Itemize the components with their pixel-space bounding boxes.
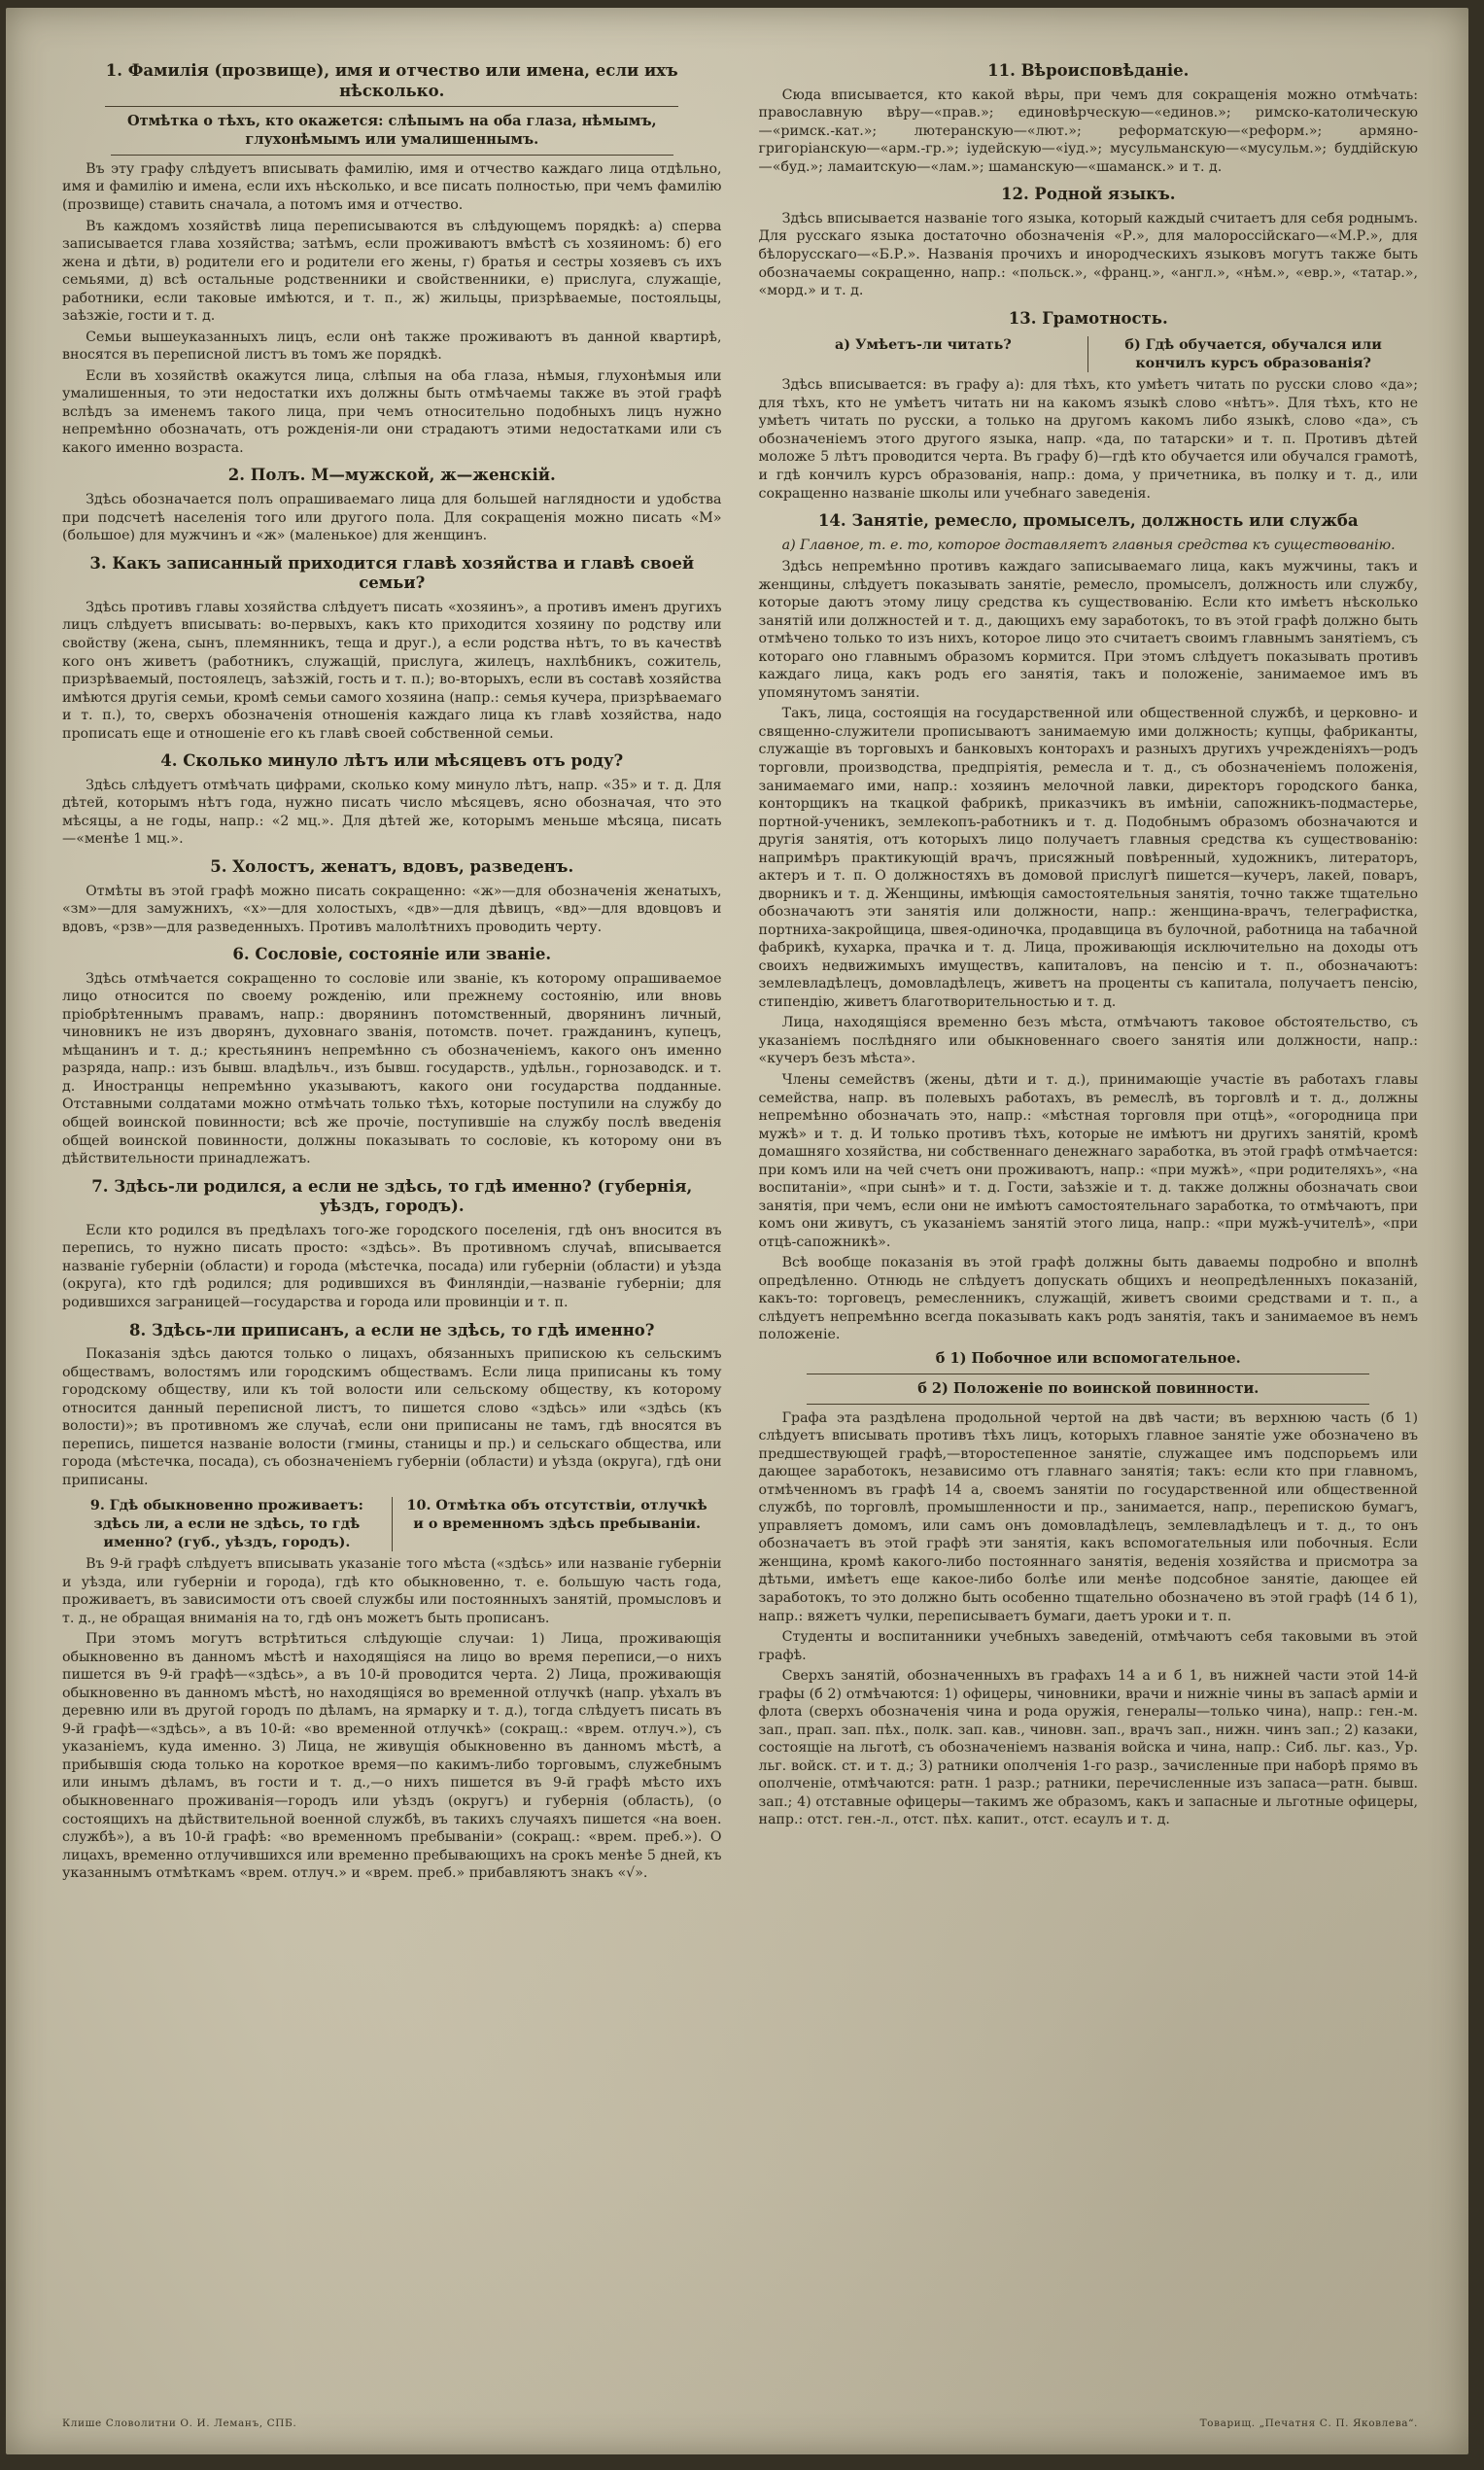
paragraph: Здѣсь вписывается названіе того языка, который каждый считаетъ для себя роднымъ. Для русскаго языка достаточно обозначенія «Р.», для малороссійскаго—«М.Р.», для бѣлорусскаго—«Б.Р.». Названія прочихъ и инородческихъ языковъ могутъ также быть обозначаемы сокращенно, напр.: «польск.», «франц.», «англ.», «нѣм.», «евр.», «татар.», «морд.» и т. д.	[758, 210, 1418, 299]
section-heading: 7. Здѣсь-ли родился, а если не здѣсь, то гдѣ именно? (губернія, уѣздъ, городъ).	[91, 1176, 693, 1216]
section-heading: 3. Какъ записанный приходится главѣ хозяйства и главѣ своей семьи?	[89, 553, 695, 593]
section-heading: 5. Холостъ, женатъ, вдовъ, разведенъ.	[210, 856, 574, 876]
paragraph: Если кто родился въ предѣлахъ того-же городского поселенія, гдѣ онъ вносится въ перепись, то нужно писать просто: «здѣсь». Въ противномъ случаѣ, вписывается названіе губерніи (области) и города (мѣстечка, посада) или губерніи (области) и уѣзда (округа), кто гдѣ родился; для родившихся въ Финляндіи,—названіе губерніи; для родившихся заграницей—государства и города или провинціи и т. п.	[62, 1222, 722, 1310]
printer-credit-left: Клише Словолитни О. И. Леманъ, СПБ.	[62, 2418, 297, 2429]
section	[62, 1497, 722, 1882]
section	[62, 751, 722, 849]
section-heading: 12. Родной языкъ.	[1000, 185, 1176, 204]
section-heading: 13. Грамотность.	[1008, 308, 1168, 328]
paragraph: Здѣсь противъ главы хозяйства слѣдуетъ писать «хозяинъ», а противъ именъ другихъ лицъ слѣдуетъ вписывать: во-первыхъ, какъ кто приходится хозяину по родству или свойству (жена, сынъ, племянникъ, теща и друг.), а если родства нѣтъ, то въ качествѣ кого онъ живетъ (работникъ, служащій, прислуга, жилецъ, нахлѣбникъ, сожитель, призрѣваемый, постоялецъ, заѣзжій, гость и т. п.); во-вторыхъ, если въ составѣ хозяйства имѣются другія семьи, кромѣ семьи самого хозяина (напр.: семья кучера, призрѣваемаго и т. п.), то, сверхъ обозначенія отношенія каждаго лица къ главѣ хозяйства, надо прописать еще и отношеніе его къ главѣ своей собственной семьи.	[62, 599, 722, 742]
section-heading: 8. Здѣсь-ли приписанъ, а если не здѣсь, то гдѣ именно?	[129, 1320, 655, 1339]
section-heading: 6. Сословіе, состояніе или званіе.	[232, 945, 552, 964]
paragraph: Здѣсь отмѣчается сокращенно то сословіе или званіе, къ которому опрашиваемое лицо относится по своему рожденію, или прежнему состоянію, или вновь пріобрѣтеннымъ правамъ, напр.: дворянинъ потомственный, дворянинъ личный, чиновникъ не изъ дворянъ, духовнаго званія, потомств. почет. гражданинъ, купецъ, мѣщанинъ и т. д.; крестьянинъ непремѣнно съ обозначеніемъ, какого онъ именно разряда, напр.: изъ бывш. владѣльч., изъ бывш. государств., удѣльн., горнозаводск. и т. д. Иностранцы непремѣнно указываютъ, какого они государства подданные. Отставными солдатами можно отмѣчать только тѣхъ, которые поступили на службу до общей воинской повинности; всѣ же прочіе, поступившіе на службу послѣ введенія общей воинской повинности, должны показывать то сословіе, къ которому они въ дѣйствительности принадлежатъ.	[62, 970, 722, 1167]
paragraph: Всѣ вообще показанія въ этой графѣ должны быть даваемы подробно и вполнѣ опредѣленно. Отнюдь не слѣдуетъ допускать общихъ и неопредѣленныхъ показаній, какъ-то: торговецъ, ремесленникъ, служащій, живетъ своими средствами и т. п., а слѣдуетъ непремѣнно всегда показывать какъ родъ занятія, такъ и занимаемое въ немъ положеніе.	[758, 1255, 1418, 1343]
section	[62, 1321, 722, 1490]
paragraph: Здѣсь непремѣнно противъ каждаго записываемаго лица, какъ мужчины, такъ и женщины, слѣдуетъ показывать занятіе, ремесло, промыселъ, должность или службу, которые даютъ этому лицу средства къ существованію. Если кто имѣетъ нѣсколько занятій или должностей и т. д., дающихъ ему заработокъ, то въ этой графѣ должно быть отмѣчено только то изъ нихъ, которое лицо это считаетъ своимъ главнымъ занятіемъ, съ котораго оно главнымъ образомъ кормится. При этомъ слѣдуетъ показывать противъ каждаго лица, какъ родъ его занятія, такъ и положеніе, занимаемое имъ въ упомянутомъ занятіи.	[758, 559, 1418, 701]
section	[759, 61, 1419, 176]
section	[62, 857, 722, 936]
column-right	[759, 52, 1419, 2392]
paragraph: Лица, находящіяся временно безъ мѣста, отмѣчаютъ таковое обстоятельство, съ указаніемъ послѣдняго или обыкновеннаго своего занятія или должности, напр.: «кучеръ безъ мѣста».	[758, 1015, 1418, 1067]
paper	[6, 8, 1468, 2454]
page-content	[6, 8, 1468, 2454]
paragraph: Сверхъ занятій, обозначенныхъ въ графахъ 14 а и б 1, въ нижней части этой 14-й графы (б 2) отмѣчаются: 1) офицеры, чиновники, врачи и нижніе чины въ запасѣ арміи и флота (сверхъ обозначенія чина и рода оружія, генералы—только чина), напр.: ген.-м. зап., прап. зап. пѣх., полк. зап. кав., чиновн. зап., врачъ зап., нижн. чинъ зап.; 2) казаки, состоящіе на льготѣ, съ обозначеніемъ названія войска и чина, напр.: Сиб. льг. каз., Ур. льг. войск. ст. и т. д.; 3) ратники ополченія 1-го разр., зачисленные при наборѣ прямо въ ополченіе, отмѣчаются: ратн. 1 разр.; ратники, перечисленные изъ запаса—ратн. бывш. зап.; 4) отставные офицеры—такимъ же образомъ, какъ и запасные и льготные офицеры, напр.: отст. ген.-л., отст. пѣх. капит., отст. есаулъ и т. д.	[758, 1668, 1418, 1828]
section-subheading: б 1) Побочное или вспомогательное.	[769, 1350, 1409, 1374]
paragraph: Въ каждомъ хозяйствѣ лица переписываются въ слѣдующемъ порядкѣ: а) сперва записывается глава хозяйства; затѣмъ, если проживаютъ вмѣстѣ съ хозяиномъ: б) его жена и дѣти, в) родители его и родители его жены, г) братья и сестры хозяевъ съ ихъ семьями, д) всѣ остальные родственники и свойственники, е) прислуга, служащіе, работники, если таковые имѣются, и т. п., ж) жильцы, призрѣваемые, постояльцы, заѣзжіе, гости и т. д.	[62, 218, 722, 325]
paragraph: Здѣсь слѣдуетъ отмѣчать цифрами, сколько кому минуло лѣтъ, напр. «35» и т. д. Для дѣтей, которымъ нѣтъ года, нужно писать число мѣсяцевъ, ясно обозначая, что это мѣсяцы, а не годы, напр.: «2 мц.». Для дѣтей же, которымъ меньше мѣсяца, писать—«менѣе 1 мц.».	[62, 777, 722, 848]
paragraph: Въ 9-й графѣ слѣдуетъ вписывать указаніе того мѣста («здѣсь» или названіе губерніи и уѣзда, или губерніи и города), гдѣ кто обыкновенно, т. е. большую часть года, проживаетъ, въ зависимости отъ своей службы или постоянныхъ занятій, промысловъ и т. д., не обращая вниманія на то, гдѣ онъ можетъ быть прописанъ.	[62, 1556, 722, 1626]
section-heading: 14. Занятіе, ремесло, промыселъ, должность или служба	[817, 511, 1359, 531]
paragraph: Въ эту графу слѣдуетъ вписывать фамилію, имя и отчество каждаго лица отдѣльно, имя и фамилію и имена, если ихъ нѣсколько, и все писать полностью, при чемъ фамилію (прозвище) ставить сначала, а потомъ имя и отчество.	[62, 160, 722, 213]
section	[62, 466, 722, 544]
split-heading-row	[62, 1497, 722, 1551]
split-subheading-row	[759, 336, 1419, 372]
section	[62, 61, 722, 457]
section-heading: 1. Фамилія (прозвище), имя и отчество или имена, если ихъ нѣсколько.	[66, 61, 718, 107]
section-heading: 2. Полъ. М—мужской, ж—женскій.	[227, 466, 556, 485]
section	[62, 945, 722, 1167]
paragraph: Семьи вышеуказанныхъ лицъ, если онѣ также проживаютъ въ данной квартирѣ, вносятся въ переписной листъ въ томъ же порядкѣ.	[62, 329, 722, 364]
printer-credit-right: Товарищ. „Печатня С. П. Яковлева“.	[1199, 2418, 1418, 2429]
section	[759, 309, 1419, 504]
section	[759, 185, 1419, 299]
section	[62, 1177, 722, 1312]
section	[759, 1350, 1419, 1374]
paragraph: Члены семействъ (жены, дѣти и т. д.), принимающіе участіе въ работахъ главы семейства, напр. въ полевыхъ работахъ, въ ремеслѣ, въ торговлѣ и т. д., должны непремѣнно обозначать это, напр.: «мѣстная торговля при отцѣ», «огородница при мужѣ» и т. д. И только противъ тѣхъ, которые не имѣютъ ни другихъ занятій, кромѣ домашняго хозяйства, ни собственнаго денежнаго заработка, въ этой графѣ отмѣчается: при комъ или на чей счетъ они проживаютъ, напр.: «при мужѣ», «при родителяхъ», «на воспитаніи», «при сынѣ» и т. д. Гости, заѣзжіе и т. д. также должны обозначать свои занятія, при чемъ, если они не имѣютъ самостоятельнаго заработка, то отмѣчаютъ, при комъ они живутъ, съ указаніемъ занятій этого лица, напр.: «при мужѣ-учителѣ», «при отцѣ-сапожникѣ».	[758, 1072, 1418, 1250]
paragraph: Если въ хозяйствѣ окажутся лица, слѣпыя на оба глаза, нѣмыя, глухонѣмыя или умалишенныя, то эти недостатки ихъ должны быть отмѣчаемы также въ этой графѣ вслѣдъ за именемъ такого лица, при чемъ относительно подобныхъ лицъ нужно непремѣнно обозначать, отъ рожденія-ли они страдаютъ этими недостатками или съ какого именно возраста.	[62, 367, 722, 456]
column-left	[62, 52, 722, 2392]
section-lead: а) Главное, т. е. то, которое доставляетъ главныя средства къ существованію.	[781, 537, 1396, 553]
paragraph: Студенты и воспитанники учебныхъ заведеній, отмѣчаютъ себя таковыми въ этой графѣ.	[758, 1629, 1418, 1663]
paragraph: Сюда вписывается, кто какой вѣры, при чемъ для сокращенія можно отмѣчать: православную вѣру—«прав.»; единовѣрческую—«единов.»; римско-католическую—«римск.-кат.»; лютеранскую—«лют.»; реформатскую—«реформ.»; армяно-григоріанскую—«арм.-гр.»; іудейскую—«іуд.»; мусульманскую—«мусульм.»; буддійскую—«буд.»; ламаитскую—«лам.»; шаманскую—«шаманск.» и т. д.	[758, 87, 1418, 175]
paragraph: При этомъ могутъ встрѣтиться слѣдующіе случаи: 1) Лица, проживающія обыкновенно въ данномъ мѣстѣ и находящіяся на лицо во время переписи,—о нихъ пишется въ 9-й графѣ—«здѣсь», а въ 10-й проводится черта. 2) Лица, проживающія обыкновенно въ данномъ мѣстѣ, но находящіяся во временной отлучкѣ (напр. уѣхалъ въ деревню или въ другой городъ по дѣламъ, на ярмарку и т. д.), тогда слѣдуетъ писать въ 9-й графѣ—«здѣсь», а въ 10-й: «во временной отлучкѣ» (сокращ.: «врем. отлуч.»), съ указаніемъ, куда именно. 3) Лица, не живущія обыкновенно въ данномъ мѣстѣ, а прибывшія сюда только на короткое время—по какимъ-либо торговымъ, служебнымъ или инымъ дѣламъ, въ гости и т. д.,—о нихъ пишется въ 9-й графѣ мѣсто ихъ обыкновеннаго проживанія—городъ или уѣздъ (округъ) и губернія (область), (о состоящихъ на дѣйствительной военной службѣ, въ такихъ случаяхъ пишется «на воен. службѣ»), а въ 10-й графѣ: «во временномъ пребываніи» (сокращ.: «врем. преб.»). О лицахъ, временно отлучившихся или временно пребывающихъ на срокъ менѣе 5 дней, къ указаннымъ отмѣткамъ «врем. отлуч.» и «врем. преб.» прибавляютъ знакъ «√».	[62, 1631, 722, 1882]
split-heading: 9. Гдѣ обыкновенно проживаетъ: здѣсь ли, а если не здѣсь, то гдѣ именно? (губ., уѣздъ, городъ).	[89, 1498, 363, 1550]
section	[62, 554, 722, 744]
paragraph: Графа эта раздѣлена продольной чертой на двѣ части; въ верхнюю часть (б 1) слѣдуетъ вписывать противъ тѣхъ лицъ, которыхъ главное занятіе уже обозначено въ предшествующей графѣ,—второстепенное занятіе, служащее имъ подспорьемъ или дающее заработокъ, независимо отъ главнаго занятія; такъ: если кто при главномъ, отмѣченномъ въ графѣ 14 а, своемъ занятіи по государственной или общественной службѣ, по торговлѣ, промышленности и пр., занимается, напр., перепискою бумагъ, управляетъ домомъ, или самъ онъ домовладѣлецъ, землевладѣлецъ и т. д., то онъ обозначаетъ въ этой графѣ эти занятія, какъ вспомогательныя или побочныя. Если женщина, кромѣ какого-либо постояннаго занятія, веденія хозяйства и присмотра за дѣтьми, имѣетъ еще какое-либо болѣе или менѣе подсобное занятіе, дающее ей заработокъ, то это должно быть особенно тщательно обозначено въ этой графѣ (14 б 1), напр.: вяжетъ чулки, переписываетъ бумаги, даетъ уроки и т. п.	[758, 1409, 1418, 1624]
section-heading: 11. Вѣроисповѣданіе.	[987, 61, 1190, 80]
section-subheading: Отмѣтка о тѣхъ, кто окажется: слѣпымъ на оба глаза, нѣмымъ, глухонѣмымъ или умалишеннымъ.	[72, 113, 712, 156]
paragraph: Здѣсь вписывается: въ графу а): для тѣхъ, кто умѣетъ читать по русски слово «да»; для тѣхъ, кто не умѣетъ читать ни на какомъ языкѣ слово «нѣтъ». Для тѣхъ, кто не умѣетъ читать по русски, а только на другомъ какомъ либо языкѣ, слово «да», съ обозначеніемъ этого другого языка, напр. «да, по татарски» и т. п. Противъ дѣтей моложе 5 лѣтъ проводится черта. Въ графу б)—гдѣ кто обучается или обучался грамотѣ, и гдѣ кончилъ курсъ образованія, напр.: дома, у причетника, въ полку и т. д., или сокращенно названіе школы или учебнаго заведенія.	[758, 377, 1418, 502]
section	[759, 1380, 1419, 1829]
section-heading: 4. Сколько минуло лѣтъ или мѣсяцевъ отъ роду?	[160, 751, 624, 771]
split-subheading: б) Гдѣ обучается, обучался или кончилъ курсъ образованія?	[1087, 336, 1418, 372]
section-subheading: б 2) Положеніе по воинской повинности.	[769, 1380, 1409, 1405]
paragraph: Отмѣты въ этой графѣ можно писать сокращенно: «ж»—для обозначенія женатыхъ, «зм»—для замужнихъ, «х»—для холостыхъ, «дв»—для дѣвицъ, «вд»—для вдовцовъ и вдовъ, «рзв»—для разведенныхъ. Противъ малолѣтнихъ проводить черту.	[62, 883, 722, 935]
split-heading: 10. Отмѣтка объ отсутствіи, отлучкѣ и о временномъ здѣсь пребываніи.	[392, 1497, 722, 1551]
footer	[62, 2418, 1418, 2429]
split-subheading: а) Умѣетъ-ли читать?	[835, 337, 1012, 354]
paragraph: Показанія здѣсь даются только о лицахъ, обязанныхъ припискою къ сельскимъ обществамъ, волостямъ или городскимъ обществамъ. Если лица приписаны къ тому городскому обществу, или къ той волости или сельскому обществу, къ которому относится данный переписной листъ, то пишется слово «здѣсь» или «здѣсь (къ волости)»; въ противномъ же случаѣ, если они приписаны не тамъ, гдѣ вносятся въ перепись, пишется названіе волости (гмины, станицы и пр.) и сельскаго общества, или города (мѣстечка, посада), съ обозначеніемъ губерніи (области) и уѣзда (округа), гдѣ они приписаны.	[62, 1346, 722, 1488]
section	[759, 511, 1419, 1344]
paragraph: Такъ, лица, состоящія на государственной или общественной службѣ, и церковно- и священно-служители прописываютъ занимаемую ими должность; купцы, фабриканты, служащіе въ торговыхъ и банковыхъ конторахъ и разныхъ другихъ учрежденіяхъ—родъ торговли, производства, предпріятія, ремесла и т. д., съ обозначеніемъ положенія, занимаемаго ими, напр.: хозяинъ мелочной лавки, директоръ городского банка, конторщикъ на ткацкой фабрикѣ, приказчикъ въ имѣніи, сапожникъ-подмастерье, портной-ученикъ, землекопъ-работникъ и т. д. Подобнымъ образомъ обозначаются и другія занятія, отъ которыхъ лицо получаетъ главныя средства къ существованію: напримѣръ практикующій врачъ, присяжный повѣренный, художникъ, литераторъ, актеръ и т. п. О должностяхъ въ домовой прислугѣ пишется—кучеръ, лакей, поваръ, дворникъ и т. д. Женщины, имѣющія самостоятельныя занятія, точно также тщательно обозначаютъ эти занятія или должности, напр.: женщина-врачъ, телеграфистка, портниха-закройщица, швея-одиночка, продавщица въ булочной, работница на табачной фабрикѣ, кухарка, прачка и т. д. Лица, проживающія исключительно на доходы отъ своихъ недвижимыхъ имуществъ, капиталовъ, на пенсію и т. п., обозначаютъ: землевладѣлецъ, домовладѣлецъ, живетъ на проценты съ капитала, получаетъ пенсію, стипендію, живетъ благотворительностью и т. д.	[758, 706, 1418, 1010]
paragraph: Здѣсь обозначается полъ опрашиваемаго лица для большей наглядности и удобства при подсчетѣ населенія того или другого пола. Для сокращенія можно писать «М» (большое) для мужчинъ и «ж» (маленькое) для женщинъ.	[62, 492, 722, 544]
